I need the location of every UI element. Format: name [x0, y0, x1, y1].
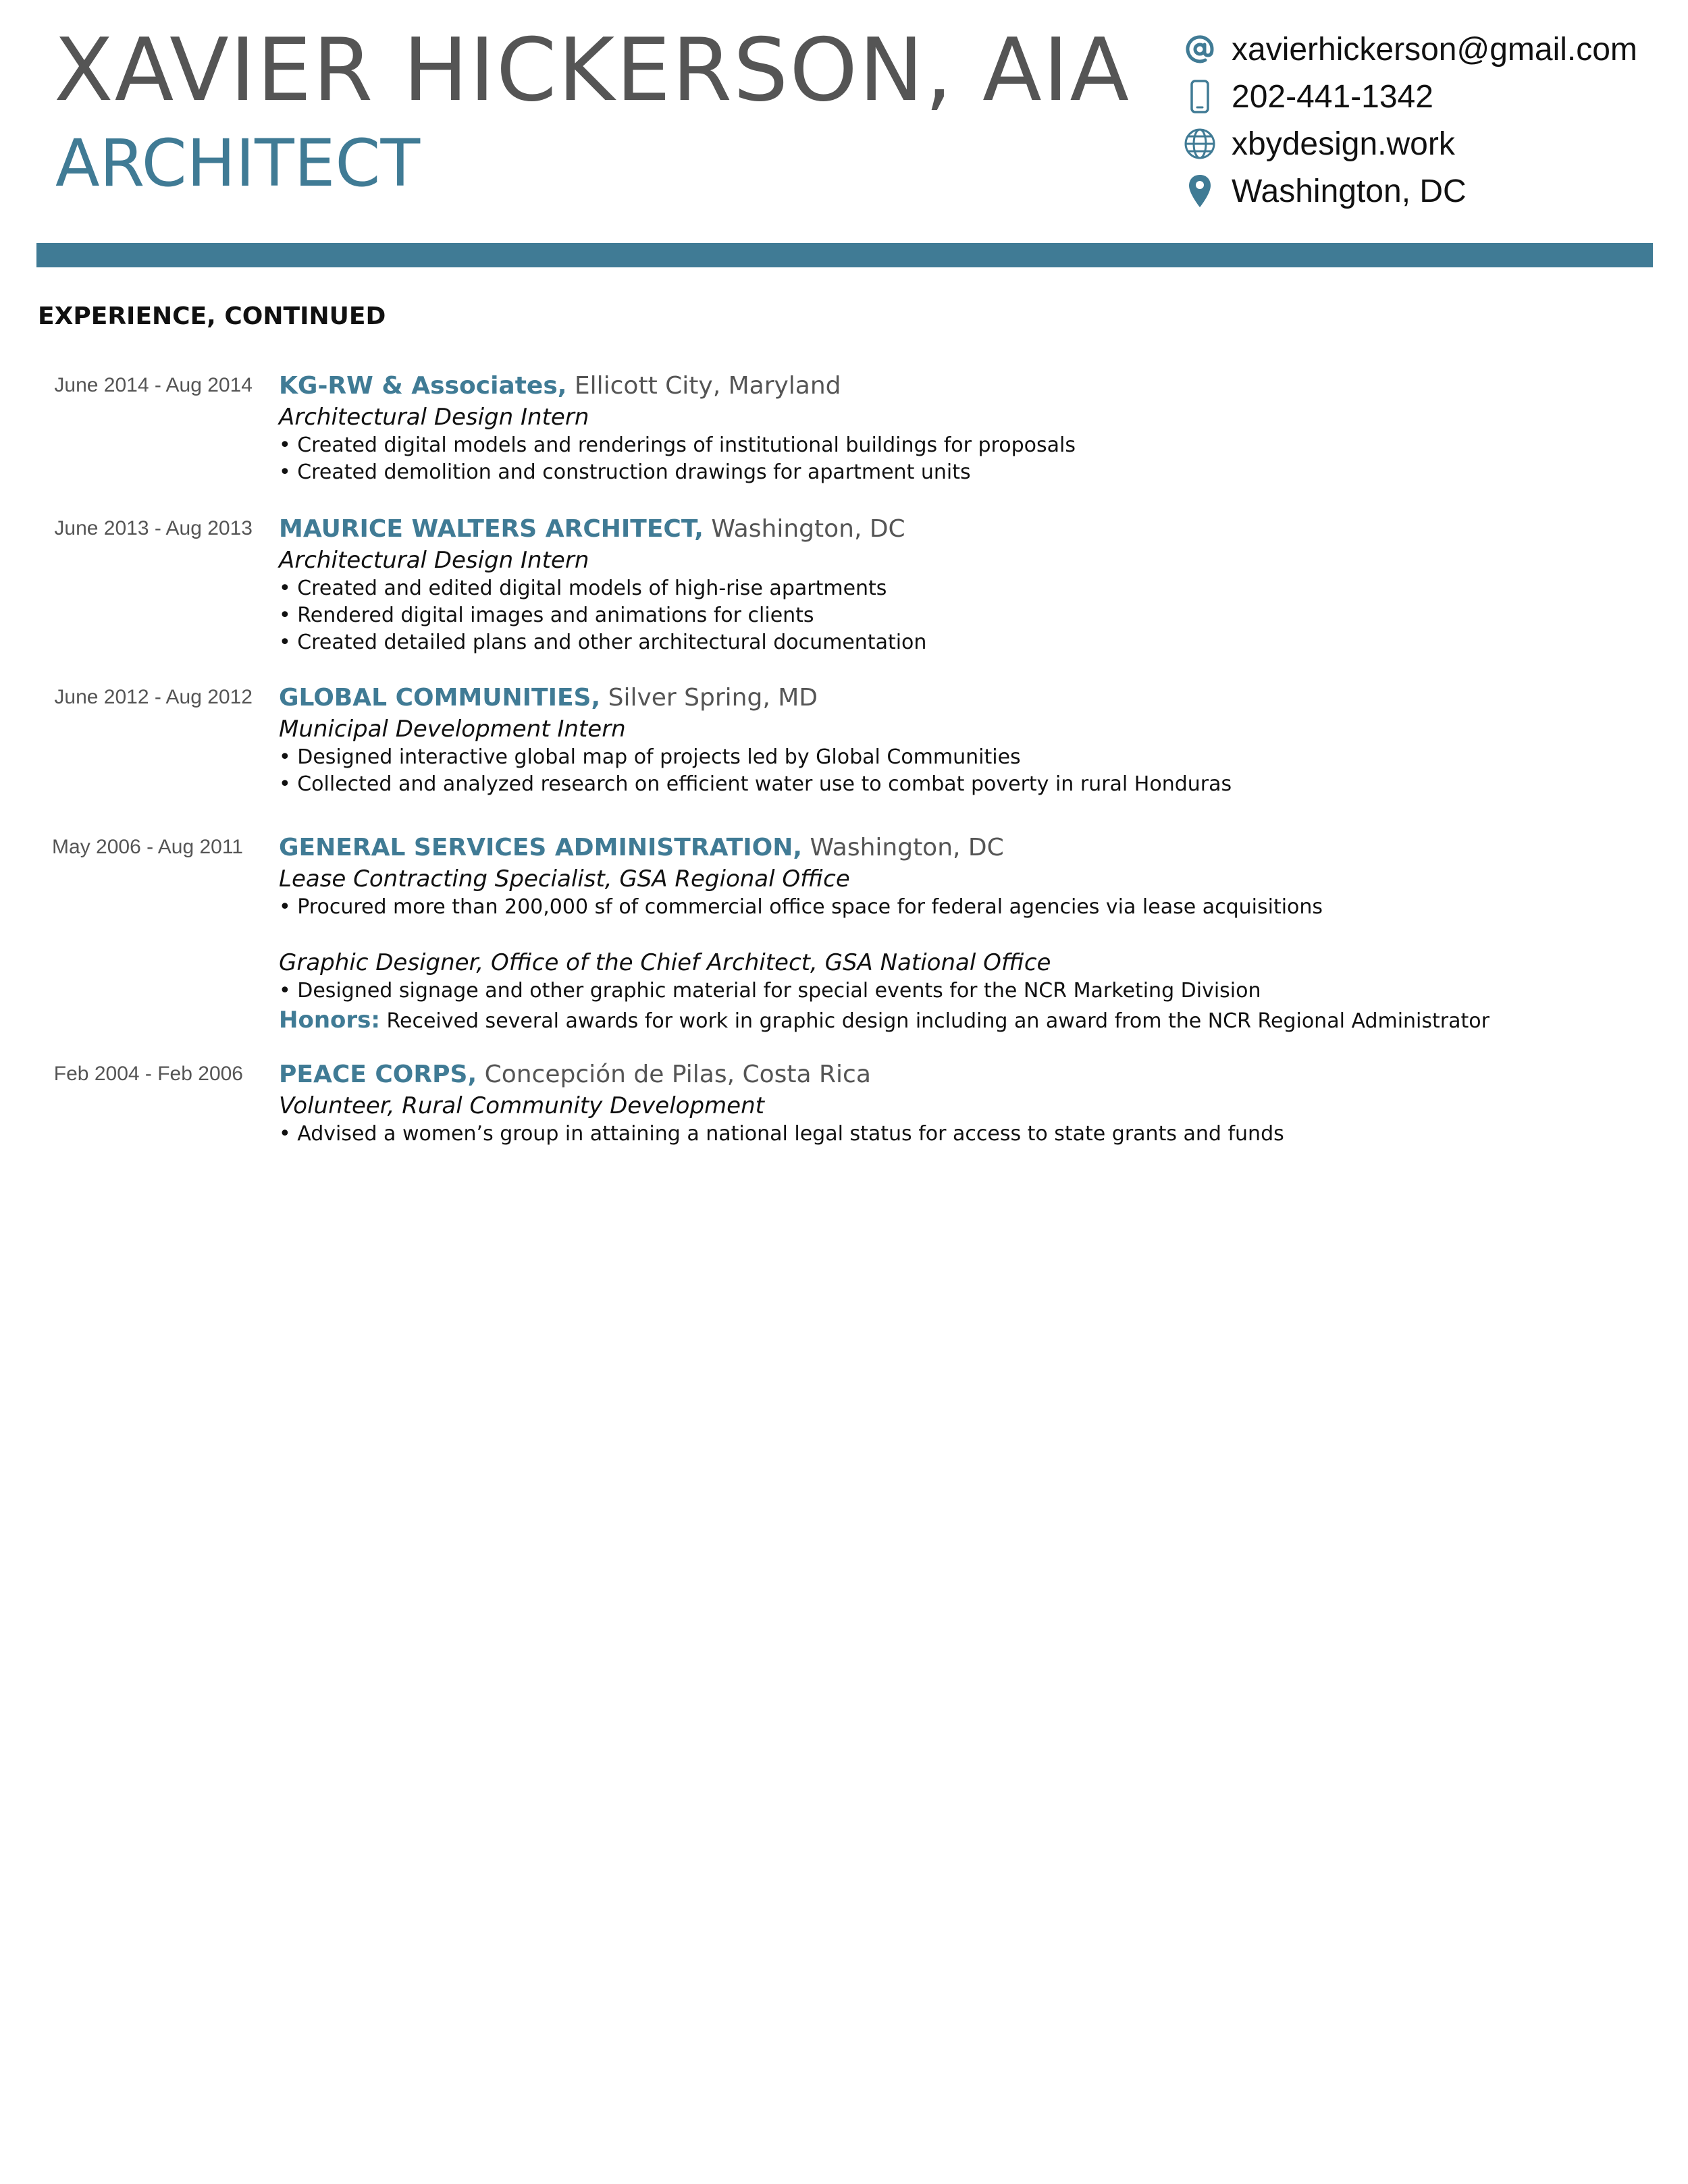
- location-text: Washington, DC: [1232, 173, 1467, 209]
- entry-place: Silver Spring, MD: [608, 684, 818, 712]
- bullet-item: • Designed signage and other graphic material for special events for the NCR Marketing Division: [279, 978, 1670, 1005]
- entry-org: MAURICE WALTERS ARCHITECT,: [279, 515, 704, 543]
- website-text: xbydesign.work: [1232, 126, 1455, 162]
- entry-org-line: [279, 682, 1670, 714]
- job-title: ARCHITECT: [55, 126, 421, 201]
- honors-label: Honors:: [279, 1007, 380, 1034]
- bullet-item: • Created detailed plans and other architectural documentation: [279, 629, 1670, 656]
- honors-text: Received several awards for work in graphic design including an award from the NCR Regional Administrator: [386, 1009, 1489, 1033]
- entry-org-line: [279, 370, 1670, 402]
- entry-org: KG-RW & Associates,: [279, 372, 567, 400]
- bullet-item: • Designed interactive global map of projects led by Global Communities: [279, 744, 1670, 771]
- entry-dates: June 2013 - Aug 2013: [54, 517, 253, 539]
- candidate-name: XAVIER HICKERSON, AIA: [54, 20, 1130, 121]
- entry-place: Ellicott City, Maryland: [574, 372, 841, 400]
- bullet-item: • Created demolition and construction drawings for apartment units: [279, 459, 1670, 486]
- bullet-item: • Collected and analyzed research on efficient water use to combat poverty in rural Honduras: [279, 771, 1670, 798]
- phone-text: 202-441-1342: [1232, 78, 1433, 115]
- entry-role: Volunteer, Rural Community Development: [279, 1092, 764, 1119]
- entry-body: [279, 1059, 1670, 1148]
- map-pin-icon: [1183, 171, 1217, 211]
- contact-location[interactable]: [1183, 167, 1637, 215]
- entry-place: Washington, DC: [810, 834, 1004, 861]
- entry-dates: June 2012 - Aug 2012: [54, 686, 253, 708]
- contact-list: [1183, 26, 1637, 215]
- contact-website[interactable]: [1183, 120, 1637, 167]
- entry-role-secondary: Graphic Designer, Office of the Chief Architect, GSA National Office: [279, 949, 1051, 976]
- entry-org: PEACE CORPS,: [279, 1061, 477, 1088]
- entry-role: Architectural Design Intern: [279, 404, 589, 431]
- entry-org: GENERAL SERVICES ADMINISTRATION,: [279, 834, 803, 861]
- section-heading: EXPERIENCE, CONTINUED: [38, 302, 386, 330]
- honors-line: [279, 1005, 1670, 1037]
- entry-dates: May 2006 - Aug 2011: [52, 836, 243, 858]
- bullet-item: • Created and edited digital models of high-rise apartments: [279, 575, 1670, 602]
- entry-org-line: [279, 513, 1670, 545]
- entry-dates: June 2014 - Aug 2014: [54, 374, 253, 396]
- contact-email[interactable]: [1183, 26, 1637, 73]
- at-sign-icon: [1183, 29, 1217, 70]
- entry-body: [279, 682, 1670, 798]
- entry-dates: Feb 2004 - Feb 2006: [53, 1063, 243, 1085]
- globe-icon: [1183, 124, 1217, 164]
- entry-bullets: [279, 744, 1670, 798]
- header-divider-bar: [36, 243, 1653, 267]
- bullet-item: • Advised a women’s group in attaining a national legal status for access to state grants and funds: [279, 1121, 1670, 1148]
- entry-place: Washington, DC: [711, 515, 905, 543]
- entry-body: [279, 832, 1670, 1037]
- bullet-item: • Procured more than 200,000 sf of commercial office space for federal agencies via lease acquisitions: [279, 894, 1670, 921]
- bullet-item: • Created digital models and renderings of institutional buildings for proposals: [279, 432, 1670, 459]
- phone-icon: [1183, 76, 1217, 117]
- entry-bullets: [279, 432, 1670, 486]
- entry-body: [279, 370, 1670, 486]
- entry-body: [279, 513, 1670, 656]
- entry-org-line: [279, 832, 1670, 864]
- entry-place: Concepción de Pilas, Costa Rica: [484, 1061, 871, 1088]
- entry-role: Lease Contracting Specialist, GSA Regional Office: [279, 865, 850, 893]
- email-text: xavierhickerson@gmail.com: [1232, 31, 1637, 68]
- contact-phone[interactable]: [1183, 73, 1637, 120]
- bullet-item: • Rendered digital images and animations for clients: [279, 602, 1670, 629]
- entry-bullets: [279, 575, 1670, 656]
- entry-bullets: [279, 1121, 1670, 1148]
- entry-role: Municipal Development Intern: [279, 716, 626, 743]
- entry-org-line: [279, 1059, 1670, 1091]
- entry-org: GLOBAL COMMUNITIES,: [279, 684, 601, 712]
- entry-bullets: [279, 894, 1670, 921]
- entry-bullets-secondary: [279, 978, 1670, 1005]
- entry-role: Architectural Design Intern: [279, 547, 589, 574]
